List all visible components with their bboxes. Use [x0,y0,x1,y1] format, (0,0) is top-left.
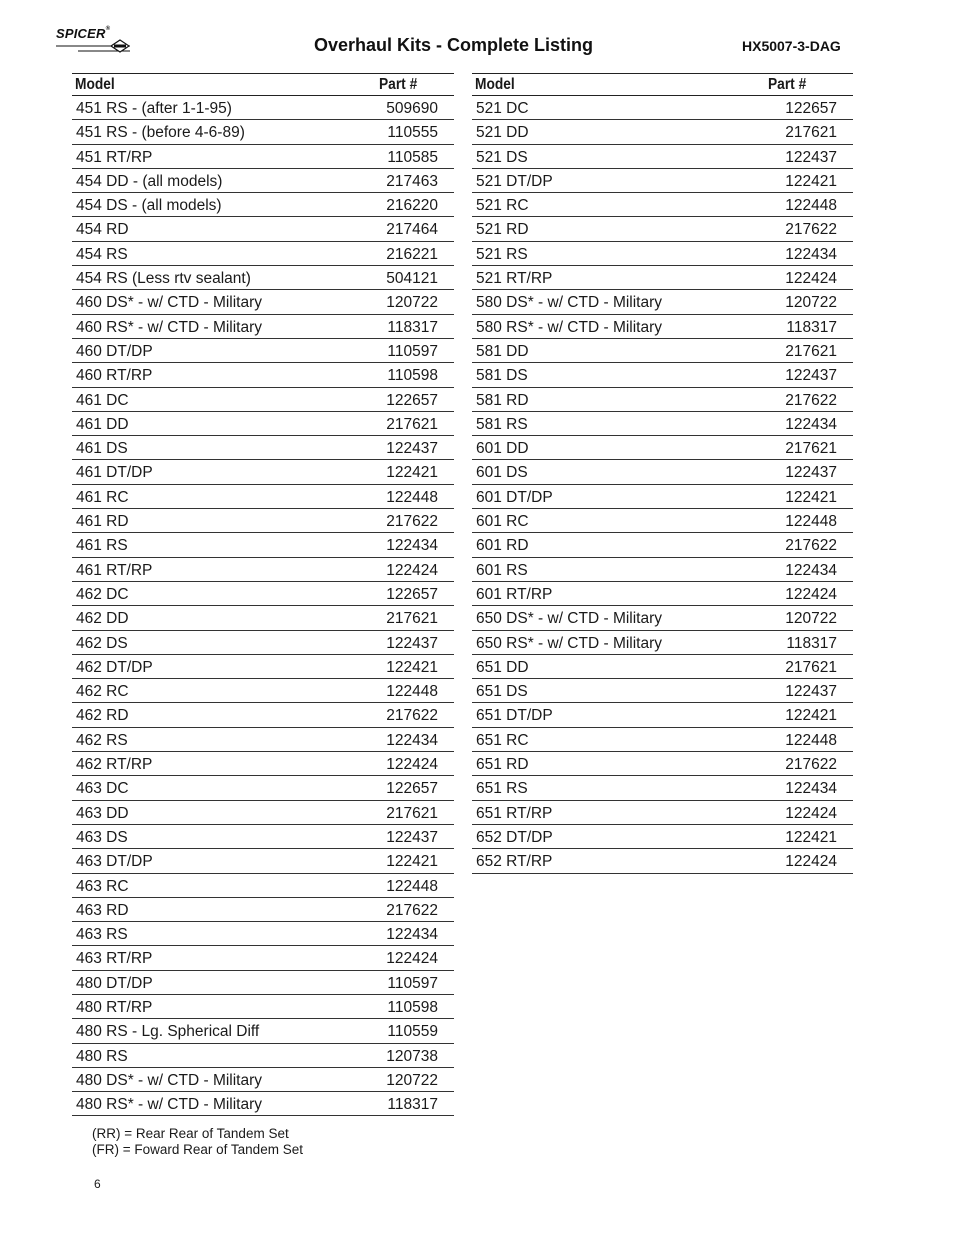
model-cell: 463 DT/DP [76,853,153,871]
part-number-cell: 110585 [387,148,438,166]
table-row [72,825,454,849]
part-number-cell: 122437 [386,440,438,458]
table-row [72,242,454,266]
model-cell: 463 DD [76,804,129,822]
part-number-cell: 118317 [387,318,438,336]
part-number-cell: 122424 [386,950,438,968]
footnotes [92,1126,303,1158]
model-cell: 461 RT/RP [76,561,153,579]
model-cell: 460 RS* - w/ CTD - Military [76,318,263,336]
model-cell: 651 DD [476,658,529,676]
table-row [72,436,454,460]
part-number-cell: 120722 [386,294,438,312]
model-cell: 521 DD [476,124,529,142]
part-number-cell: 216220 [386,197,438,215]
model-cell: 451 RS - (after 1-1-95) [76,100,232,117]
part-number-cell: 118317 [786,634,837,652]
table-row [72,1068,454,1092]
part-number-cell: 217621 [386,415,438,433]
table-row [472,752,853,776]
model-cell: 461 DD [76,415,129,433]
model-cell: 460 DS* - w/ CTD - Military [76,294,263,312]
part-number-cell: 122437 [785,148,837,166]
table-row [72,315,454,339]
part-number-cell: 509690 [386,100,438,117]
part-number-cell: 217622 [386,513,438,531]
model-cell: 451 RS - (before 4-6-89) [76,124,245,142]
model-cell: 454 DS - (all models) [76,197,222,215]
table-row [472,485,853,509]
part-number-cell: 122437 [785,683,837,701]
model-cell: 601 RS [476,561,528,579]
model-cell: 463 DC [76,780,129,798]
table-row [72,193,454,217]
model-cell: 461 DS [76,440,128,458]
table-row [472,776,853,800]
table-row [472,825,853,849]
model-cell: 463 DS [76,828,128,846]
table-row [472,801,853,825]
model-cell: 480 RS [76,1047,128,1065]
model-cell: 652 DT/DP [476,828,553,846]
table-row [72,631,454,655]
table-row [472,363,853,387]
page-title: Overhaul Kits - Complete Listing [314,35,594,55]
table-row [72,169,454,193]
model-cell: 601 DS [476,464,528,482]
part-number-cell: 118317 [786,318,837,336]
table-row [72,1092,454,1116]
model-cell: 461 RS [76,537,128,555]
part-number-cell: 122437 [386,634,438,652]
model-cell: 462 RS [76,731,128,749]
part-column-header: Part # [379,76,418,93]
part-number-cell: 122434 [785,245,837,263]
part-number-cell: 217621 [785,124,837,142]
table-row [72,655,454,679]
model-cell: 650 DS* - w/ CTD - Military [476,610,663,628]
table-row [472,412,853,436]
part-number-cell: 122437 [785,367,837,385]
part-number-cell: 122448 [785,197,837,215]
table-row [72,1019,454,1043]
part-number-cell: 122657 [386,780,438,798]
table-row [72,703,454,727]
part-number-cell: 120722 [785,294,837,312]
footnote-fr: (FR) = Foward Rear of Tandem Set [92,1142,303,1157]
part-number-cell: 122421 [785,707,837,725]
model-cell: 521 DS [476,148,528,166]
table-row [472,655,853,679]
table-row [472,436,853,460]
part-number-cell: 122434 [386,926,438,944]
model-cell: 463 RS [76,926,128,944]
table-row [72,339,454,363]
part-number-cell: 110597 [387,342,438,360]
table-row [472,242,853,266]
part-number-cell: 217621 [785,440,837,458]
model-cell: 454 RS [76,245,128,263]
model-cell: 651 RT/RP [476,804,553,822]
part-number-cell: 122424 [386,561,438,579]
model-cell: 461 RD [76,513,129,531]
part-number-cell: 217622 [785,391,837,409]
part-number-cell: 122421 [386,853,438,871]
footnote-rr: (RR) = Rear Rear of Tandem Set [92,1126,289,1141]
part-number-cell: 217621 [386,610,438,628]
table-row [472,217,853,241]
table-row [472,266,853,290]
table-row [72,679,454,703]
table-row [72,460,454,484]
table-row [72,388,454,412]
model-cell: 521 RD [476,221,529,239]
model-cell: 480 DT/DP [76,974,153,992]
model-cell: 581 DD [476,342,529,360]
part-number-cell: 120738 [386,1047,438,1065]
part-number-cell: 122657 [386,391,438,409]
model-cell: 581 RD [476,391,529,409]
table-row [72,485,454,509]
model-cell: 521 DT/DP [476,172,553,190]
part-number-cell: 122448 [386,683,438,701]
model-cell: 581 DS [476,367,528,385]
table-row [472,558,853,582]
part-number-cell: 122434 [386,731,438,749]
part-number-cell: 217621 [785,658,837,676]
table-row [72,971,454,995]
table-row [72,217,454,241]
page-number: 6 [94,1177,101,1191]
part-number-cell: 122421 [785,488,837,506]
table-row [472,728,853,752]
part-number-cell: 217622 [386,901,438,919]
table-row [472,120,853,144]
part-number-cell: 217621 [785,342,837,360]
part-number-cell: 110597 [387,974,438,992]
model-cell: 460 RT/RP [76,367,153,385]
table-row [72,801,454,825]
table-row [72,922,454,946]
model-cell: 601 RD [476,537,529,555]
table-row [472,460,853,484]
model-cell: 521 RS [476,245,528,263]
part-number-cell: 118317 [387,1096,438,1114]
model-cell: 463 RC [76,877,129,895]
model-cell: 601 DT/DP [476,488,553,506]
model-cell: 463 RT/RP [76,950,153,968]
part-number-cell: 122434 [785,780,837,798]
model-cell: 651 DS [476,683,528,701]
part-number-cell: 122448 [386,488,438,506]
model-cell: 651 RS [476,780,528,798]
table-row [472,582,853,606]
right-table-body [472,96,853,874]
part-number-cell: 217622 [785,756,837,774]
part-number-cell: 122421 [785,828,837,846]
part-number-cell: 110555 [387,124,438,142]
model-cell: 651 RC [476,731,529,749]
part-number-cell: 122437 [386,828,438,846]
table-row [472,849,853,873]
table-row [72,290,454,314]
table-row [472,631,853,655]
table-row [72,266,454,290]
part-number-cell: 122434 [785,415,837,433]
model-cell: 521 RC [476,197,529,215]
spicer-logo [56,26,134,60]
model-column-header: Model [475,76,515,93]
model-cell: 462 DD [76,610,129,628]
part-number-cell: 504121 [386,270,438,288]
model-cell: 461 RC [76,488,129,506]
table-row [72,995,454,1019]
part-number-cell: 122448 [386,877,438,895]
part-number-cell: 122421 [386,658,438,676]
table-row [72,412,454,436]
table-row [472,145,853,169]
table-row [472,193,853,217]
part-number-cell: 122424 [785,853,837,871]
model-cell: 462 DS [76,634,128,652]
left-table-body [72,96,454,1116]
model-cell: 462 RT/RP [76,756,153,774]
table-row [72,752,454,776]
table-header [72,73,454,96]
model-cell: 601 DD [476,440,529,458]
model-cell: 480 RS - Lg. Spherical Diff [76,1023,260,1041]
table-row [72,509,454,533]
model-cell: 480 RT/RP [76,998,153,1016]
table-row [72,582,454,606]
table-row [72,849,454,873]
table-row [72,120,454,144]
table-row [472,606,853,630]
part-number-cell: 122421 [785,172,837,190]
model-cell: 580 DS* - w/ CTD - Military [476,294,663,312]
part-number-cell: 122434 [386,537,438,555]
table-row [472,509,853,533]
part-column-header: Part # [768,76,807,93]
table-row [472,169,853,193]
part-number-cell: 122437 [785,464,837,482]
table-row [72,946,454,970]
model-cell: 480 RS* - w/ CTD - Military [76,1096,263,1114]
table-row [72,533,454,557]
part-number-cell: 217622 [785,537,837,555]
model-column-header: Model [75,76,115,93]
brand-name: SPICER® [56,26,111,41]
part-number-cell: 122421 [386,464,438,482]
model-cell: 581 RS [476,415,528,433]
table-header [472,73,853,96]
table-row [72,606,454,630]
table-row [72,1044,454,1068]
model-cell: 462 DT/DP [76,658,153,676]
table-row [72,145,454,169]
model-cell: 451 RT/RP [76,148,153,166]
model-cell: 521 DC [476,100,529,117]
part-number-cell: 120722 [386,1071,438,1089]
model-cell: 650 RS* - w/ CTD - Military [476,634,663,652]
right-parts-table [472,73,853,874]
part-number-cell: 110598 [387,998,438,1016]
model-cell: 454 DD - (all models) [76,172,223,190]
left-parts-table [72,73,454,1116]
model-cell: 521 RT/RP [476,270,553,288]
part-number-cell: 110559 [387,1023,438,1041]
table-row [472,679,853,703]
model-cell: 462 RC [76,683,129,701]
table-row [472,315,853,339]
part-number-cell: 217622 [785,221,837,239]
spicer-emblem-icon [56,38,134,58]
part-number-cell: 217621 [386,804,438,822]
table-row [72,776,454,800]
part-number-cell: 120722 [785,610,837,628]
model-cell: 462 DC [76,585,129,603]
part-number-cell: 122424 [785,585,837,603]
table-row [472,290,853,314]
part-number-cell: 217464 [386,221,438,239]
part-number-cell: 122424 [386,756,438,774]
model-cell: 601 RT/RP [476,585,553,603]
model-cell: 651 RD [476,756,529,774]
part-number-cell: 217463 [386,172,438,190]
part-number-cell: 122657 [785,100,837,117]
table-row [72,96,454,120]
table-row [472,388,853,412]
part-number-cell: 122448 [785,731,837,749]
model-cell: 580 RS* - w/ CTD - Military [476,318,663,336]
table-row [472,339,853,363]
table-row [72,874,454,898]
part-number-cell: 216221 [386,245,438,263]
table-row [72,363,454,387]
model-cell: 454 RD [76,221,129,239]
model-cell: 463 RD [76,901,129,919]
part-number-cell: 122424 [785,804,837,822]
model-cell: 462 RD [76,707,129,725]
model-cell: 480 DS* - w/ CTD - Military [76,1071,263,1089]
model-cell: 454 RS (Less rtv sealant) [76,270,251,288]
table-row [72,728,454,752]
model-cell: 652 RT/RP [476,853,553,871]
model-cell: 460 DT/DP [76,342,153,360]
part-number-cell: 122657 [386,585,438,603]
table-row [72,558,454,582]
table-row [472,703,853,727]
model-cell: 461 DC [76,391,129,409]
table-row [472,533,853,557]
document-id: HX5007-3-DAG [742,38,841,54]
table-row [72,898,454,922]
table-row [472,96,853,120]
part-number-cell: 217622 [386,707,438,725]
part-number-cell: 122448 [785,513,837,531]
part-number-cell: 122434 [785,561,837,579]
part-number-cell: 110598 [387,367,438,385]
model-cell: 651 DT/DP [476,707,553,725]
part-number-cell: 122424 [785,270,837,288]
model-cell: 601 RC [476,513,529,531]
model-cell: 461 DT/DP [76,464,153,482]
